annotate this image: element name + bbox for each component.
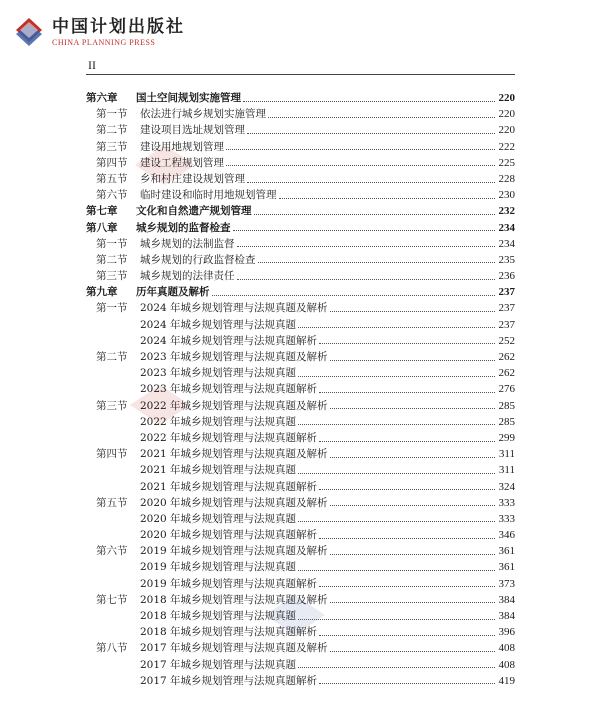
- toc-entry-label: [86, 365, 296, 381]
- toc-dot-leader: [298, 619, 495, 620]
- toc-entry-title: 文化和自然遗产规划管理: [136, 205, 252, 218]
- toc-entry-label: [86, 657, 296, 673]
- toc-entry-label: [86, 430, 317, 446]
- toc-entry-label: [86, 608, 296, 624]
- toc-entry-title: 2020 年城乡规划管理与法规真题: [140, 512, 297, 525]
- toc-section-row[interactable]: [86, 640, 515, 656]
- toc-entry-number: 第三节: [96, 270, 128, 283]
- toc-dot-leader: [258, 262, 496, 263]
- toc-section-row[interactable]: [86, 268, 515, 284]
- toc-entry-label: [86, 171, 245, 187]
- publisher-name-en: CHINA PLANNING PRESS: [52, 38, 156, 47]
- toc-dot-leader: [298, 327, 495, 328]
- toc-dot-leader: [279, 198, 496, 199]
- toc-entry-label: [86, 90, 241, 106]
- toc-section-row[interactable]: [86, 495, 515, 511]
- toc-entry-title: 2023 年城乡规划管理与法规真题及解析: [140, 351, 328, 363]
- toc-subsection-row[interactable]: [86, 414, 515, 430]
- toc-page-number: 285: [498, 399, 515, 412]
- toc-entry-title: 2024 年城乡规划管理与法规真题及解析: [140, 302, 328, 315]
- toc-dot-leader: [319, 683, 495, 684]
- toc-entry-number: 第一节: [96, 302, 128, 315]
- toc-dot-leader: [298, 570, 495, 571]
- toc-section-row[interactable]: [86, 592, 515, 608]
- toc-entry-label: [86, 300, 328, 316]
- toc-entry-label: [86, 284, 210, 300]
- toc-entry-label: [86, 139, 224, 155]
- toc-entry-title: 2022 年城乡规划管理与法规真题: [140, 415, 297, 428]
- toc-entry-label: [86, 122, 245, 138]
- toc-entry-label: [86, 592, 328, 608]
- toc-entry-title: 城乡规划的行政监督检查: [140, 253, 256, 266]
- toc-dot-leader: [330, 360, 495, 361]
- toc-entry-number: 第五节: [96, 172, 128, 185]
- publisher-logo: [12, 10, 212, 52]
- toc-dot-leader: [237, 246, 496, 247]
- toc-dot-leader: [268, 117, 495, 118]
- toc-entry-title: 2017 年城乡规划管理与法规真题: [140, 658, 297, 671]
- toc-page-number: 237: [498, 302, 515, 315]
- toc-entry-label: [86, 187, 277, 203]
- toc-entry-title: 乡和村庄建设规划管理: [140, 172, 245, 185]
- toc-page-number: 225: [498, 156, 515, 169]
- toc-dot-leader: [330, 554, 495, 555]
- toc-entry-title: 2022 年城乡规划管理与法规真题解析: [140, 431, 318, 444]
- toc-page-number: 361: [498, 561, 515, 574]
- toc-dot-leader: [330, 602, 495, 603]
- toc-page-number: 220: [498, 124, 515, 137]
- toc-entry-label: [86, 236, 235, 252]
- toc-subsection-row[interactable]: [86, 365, 515, 381]
- page-number: II: [88, 58, 96, 72]
- toc-entry-title: 2022 年城乡规划管理与法规真题及解析: [140, 399, 328, 412]
- toc-entry-label: [86, 398, 328, 414]
- toc-section-row[interactable]: [86, 139, 515, 155]
- table-of-contents: [86, 90, 515, 689]
- toc-entry-label: [86, 414, 296, 430]
- toc-dot-leader: [226, 149, 495, 150]
- toc-subsection-row[interactable]: [86, 333, 515, 349]
- toc-entry-title: 2018 年城乡规划管理与法规真题及解析: [140, 593, 328, 606]
- toc-page-number: 252: [498, 334, 515, 347]
- toc-entry-label: [86, 673, 317, 689]
- toc-section-row[interactable]: [86, 398, 515, 414]
- toc-subsection-row[interactable]: [86, 559, 515, 575]
- toc-entry-title: 2019 年城乡规划管理与法规真题: [140, 561, 297, 574]
- toc-chapter-row[interactable]: [86, 90, 515, 106]
- toc-page-number: 228: [498, 172, 515, 185]
- toc-dot-leader: [330, 505, 495, 506]
- toc-chapter-row[interactable]: [86, 203, 515, 219]
- toc-page-number: 230: [498, 189, 515, 202]
- toc-dot-leader: [298, 376, 495, 377]
- toc-page-number: 324: [498, 480, 515, 493]
- toc-entry-label: [86, 495, 328, 511]
- toc-entry-number: 第三节: [96, 399, 128, 412]
- toc-entry-number: 第五节: [96, 496, 128, 509]
- toc-subsection-row[interactable]: [86, 657, 515, 673]
- publisher-logo-icon: [12, 12, 46, 48]
- toc-page-number: 384: [498, 610, 515, 622]
- toc-page-number: 232: [498, 205, 515, 218]
- toc-entry-title: 城乡规划的监督检查: [136, 221, 231, 234]
- toc-entry-title: 2020 年城乡规划管理与法规真题解析: [140, 529, 318, 542]
- toc-page-number: 285: [498, 415, 515, 428]
- toc-entry-label: [86, 479, 317, 495]
- toc-dot-leader: [243, 101, 495, 102]
- toc-dot-leader: [319, 635, 495, 636]
- toc-page-number: 234: [498, 237, 515, 250]
- toc-dot-leader: [330, 457, 495, 458]
- toc-dot-leader: [247, 133, 495, 134]
- toc-entry-label: [86, 559, 296, 575]
- toc-dot-leader: [330, 651, 495, 652]
- toc-entry-number: 第六章: [86, 92, 118, 104]
- toc-entry-label: [86, 462, 296, 478]
- toc-entry-number: 第二节: [96, 253, 128, 266]
- toc-dot-leader: [247, 182, 495, 183]
- toc-subsection-row[interactable]: [86, 381, 515, 397]
- toc-page-number: 222: [498, 140, 515, 153]
- toc-section-row[interactable]: [86, 349, 515, 365]
- toc-entry-number: 第六节: [96, 545, 128, 558]
- toc-entry-title: 2020 年城乡规划管理与法规真题及解析: [140, 496, 328, 509]
- toc-subsection-row[interactable]: [86, 317, 515, 333]
- toc-entry-title: 2023 年城乡规划管理与法规真题: [140, 367, 297, 380]
- toc-page-number: 408: [498, 642, 515, 655]
- toc-dot-leader: [319, 586, 495, 587]
- toc-entry-number: 第九章: [86, 286, 118, 299]
- toc-page-number: 262: [498, 351, 515, 363]
- toc-entry-title: 2024 年城乡规划管理与法规真题解析: [140, 334, 318, 347]
- toc-page-number: 262: [498, 367, 515, 380]
- toc-page-number: 220: [498, 92, 515, 104]
- toc-entry-number: 第七节: [96, 593, 128, 606]
- toc-page-number: 384: [498, 593, 515, 606]
- toc-subsection-row[interactable]: [86, 430, 515, 446]
- toc-entry-title: 国土空间规划实施管理: [136, 92, 241, 104]
- toc-entry-label: [86, 381, 317, 397]
- toc-entry-label: [86, 106, 266, 122]
- toc-dot-leader: [319, 538, 495, 539]
- toc-entry-title: 建设项目选址规划管理: [140, 124, 245, 137]
- toc-entry-label: [86, 576, 317, 592]
- toc-dot-leader: [298, 521, 495, 522]
- toc-page-number: 234: [498, 221, 515, 234]
- toc-entry-number: 第二节: [96, 124, 128, 137]
- toc-entry-number: 第六节: [96, 189, 128, 202]
- toc-entry-label: [86, 203, 252, 219]
- toc-section-row[interactable]: [86, 187, 515, 203]
- toc-dot-leader: [298, 667, 495, 668]
- toc-page-number: 333: [498, 512, 515, 525]
- toc-entry-title: 2017 年城乡规划管理与法规真题及解析: [140, 642, 328, 655]
- toc-page-number: 237: [498, 318, 515, 331]
- toc-dot-leader: [254, 214, 496, 215]
- toc-section-row[interactable]: [86, 543, 515, 559]
- toc-dot-leader: [298, 473, 495, 474]
- toc-entry-title: 2024 年城乡规划管理与法规真题: [140, 318, 297, 331]
- toc-entry-number: 第一节: [96, 237, 128, 250]
- toc-dot-leader: [319, 441, 495, 442]
- toc-entry-number: 第七章: [86, 205, 118, 218]
- toc-entry-label: [86, 317, 296, 333]
- toc-entry-title: 2017 年城乡规划管理与法规真题解析: [140, 674, 318, 687]
- toc-entry-title: 城乡规划的法律责任: [140, 270, 235, 283]
- toc-dot-leader: [237, 279, 496, 280]
- toc-entry-title: 2018 年城乡规划管理与法规真题解析: [140, 626, 318, 639]
- toc-entry-label: [86, 511, 296, 527]
- toc-entry-number: 第一节: [96, 108, 128, 121]
- toc-section-row[interactable]: [86, 155, 515, 171]
- toc-entry-title: 2018 年城乡规划管理与法规真题: [140, 610, 297, 622]
- toc-page-number: 333: [498, 496, 515, 509]
- toc-subsection-row[interactable]: [86, 673, 515, 689]
- toc-subsection-row[interactable]: [86, 479, 515, 495]
- toc-entry-title: 历年真题及解析: [136, 286, 210, 299]
- toc-entry-number: 第三节: [96, 140, 128, 153]
- toc-entry-title: 2021 年城乡规划管理与法规真题解析: [140, 480, 318, 493]
- toc-entry-label: [86, 252, 256, 268]
- toc-page-number: 346: [498, 529, 515, 542]
- toc-page-number: 419: [498, 674, 515, 687]
- toc-page-number: 311: [498, 448, 515, 461]
- toc-section-row[interactable]: [86, 106, 515, 122]
- toc-entry-number: 第四节: [96, 448, 128, 461]
- toc-entry-number: 第八章: [86, 221, 118, 234]
- toc-section-row[interactable]: [86, 252, 515, 268]
- toc-entry-title: 临时建设和临时用地规划管理: [140, 189, 277, 202]
- toc-entry-label: [86, 268, 235, 284]
- toc-section-row[interactable]: [86, 122, 515, 138]
- toc-dot-leader: [330, 408, 495, 409]
- toc-page-number: 408: [498, 658, 515, 671]
- toc-entry-title: 2021 年城乡规划管理与法规真题及解析: [140, 448, 328, 461]
- toc-dot-leader: [226, 165, 495, 166]
- toc-entry-title: 建设用地规划管理: [140, 140, 224, 153]
- toc-entry-number: 第八节: [96, 642, 128, 655]
- toc-chapter-row[interactable]: [86, 220, 515, 236]
- toc-entry-title: 2021 年城乡规划管理与法规真题: [140, 464, 297, 477]
- toc-section-row[interactable]: [86, 300, 515, 316]
- toc-page-number: 236: [498, 270, 515, 283]
- toc-entry-title: 建设工程规划管理: [140, 156, 224, 169]
- toc-dot-leader: [233, 230, 496, 231]
- toc-dot-leader: [212, 295, 496, 296]
- toc-subsection-row[interactable]: [86, 608, 515, 624]
- toc-page-number: 299: [498, 431, 515, 444]
- toc-entry-label: [86, 446, 328, 462]
- toc-chapter-row[interactable]: [86, 284, 515, 300]
- toc-page-number: 276: [498, 383, 515, 396]
- toc-page-number: 373: [498, 577, 515, 590]
- publisher-name-cn: 中国计划出版社: [52, 17, 185, 37]
- toc-entry-label: [86, 333, 317, 349]
- toc-subsection-row[interactable]: [86, 511, 515, 527]
- toc-subsection-row[interactable]: [86, 462, 515, 478]
- toc-dot-leader: [319, 489, 495, 490]
- toc-section-row[interactable]: [86, 446, 515, 462]
- toc-entry-label: [86, 640, 328, 656]
- toc-dot-leader: [298, 424, 495, 425]
- toc-entry-number: 第四节: [96, 156, 128, 169]
- toc-page-number: 311: [498, 464, 515, 477]
- toc-entry-label: [86, 527, 317, 543]
- toc-entry-label: [86, 155, 224, 171]
- toc-page-number: 361: [498, 545, 515, 558]
- toc-page-number: 396: [498, 626, 515, 639]
- toc-dot-leader: [319, 343, 495, 344]
- toc-entry-label: [86, 349, 328, 365]
- toc-entry-label: [86, 624, 317, 640]
- toc-entry-title: 城乡规划的法制监督: [140, 237, 235, 250]
- toc-dot-leader: [330, 311, 495, 312]
- toc-subsection-row[interactable]: [86, 624, 515, 640]
- toc-entry-title: 2019 年城乡规划管理与法规真题及解析: [140, 545, 328, 558]
- toc-section-row[interactable]: [86, 171, 515, 187]
- toc-entry-label: [86, 220, 231, 236]
- header-rule: [86, 74, 515, 75]
- toc-page-number: 235: [498, 253, 515, 266]
- toc-subsection-row[interactable]: [86, 527, 515, 543]
- toc-page-number: 237: [498, 286, 515, 299]
- toc-entry-label: [86, 543, 328, 559]
- toc-entry-title: 依法进行城乡规划实施管理: [140, 108, 266, 121]
- toc-entry-number: 第二节: [96, 351, 128, 363]
- toc-entry-title: 2023 年城乡规划管理与法规真题解析: [140, 383, 318, 396]
- toc-dot-leader: [319, 392, 495, 393]
- toc-entry-title: 2019 年城乡规划管理与法规真题解析: [140, 577, 318, 590]
- toc-section-row[interactable]: [86, 236, 515, 252]
- toc-page-number: 220: [498, 108, 515, 121]
- toc-subsection-row[interactable]: [86, 576, 515, 592]
